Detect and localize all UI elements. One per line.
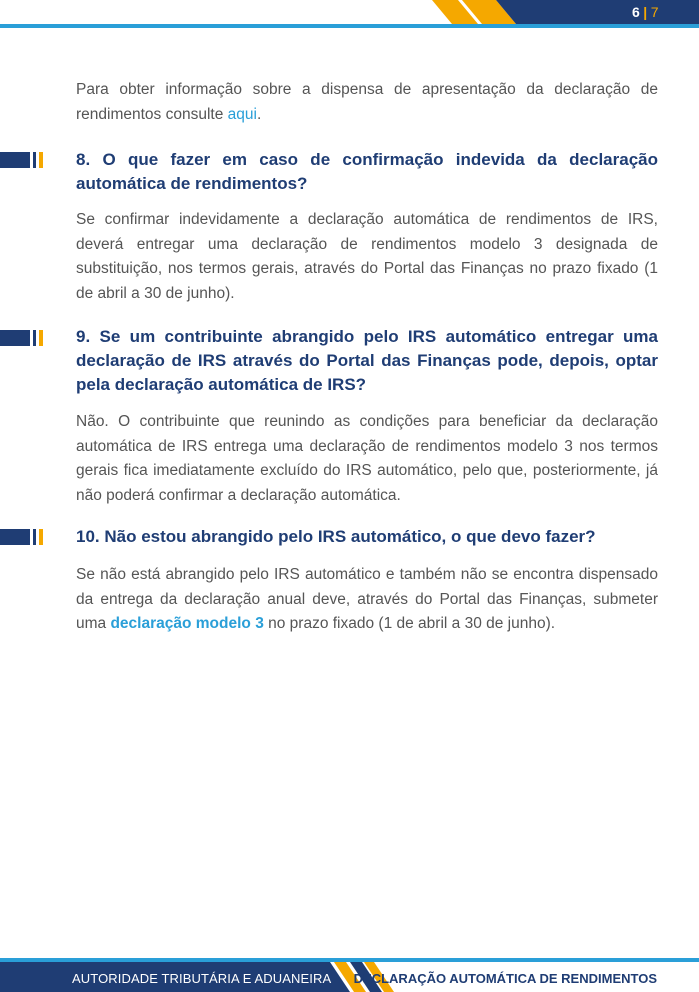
question-marker-9	[0, 330, 60, 346]
question-9-answer: Não. O contribuinte que reunindo as condições para beneficiar da declaração automática de IRS entrega uma declaração de rendimentos modelo 3 nos termos gerais fica imediatamente excluído do IRS automático, pelo que, posteriormente, já não poderá confirmar a declaração automática.	[76, 413, 658, 504]
intro-text: Para obter informação sobre a dispensa de apresentação da declaração de rendimentos consulte	[76, 81, 658, 123]
question-marker-10	[0, 529, 60, 545]
page-header	[0, 0, 699, 30]
question-10-title: 10. Não estou abrangido pelo IRS automático, o que devo fazer?	[76, 527, 596, 546]
aqui-link[interactable]: aqui	[227, 105, 257, 123]
question-10-answer	[76, 563, 658, 637]
question-8-title: 8. O que fazer em caso de confirmação indevida da declaração automática de rendimentos?	[76, 150, 658, 193]
declaracao-modelo-3-link[interactable]: declaração modelo 3	[110, 615, 264, 632]
page-number	[632, 4, 659, 20]
question-10-answer-tail: no prazo fixado (1 de abril a 30 de junho).	[263, 615, 556, 632]
question-marker-8	[0, 152, 60, 168]
header-rule	[0, 24, 699, 28]
page-separator: |	[643, 4, 648, 20]
question-10-answer-text: Se não está abrangido pelo IRS automático e também não se encontra dispensado da entrega da declaração anual deve, através do Portal das Finanças, submeter uma	[76, 566, 658, 632]
page-current: 6	[631, 4, 641, 20]
footer-org-name: AUTORIDADE TRIBUTÁRIA E ADUANEIRA	[72, 971, 332, 986]
intro-paragraph	[76, 78, 658, 127]
footer-doc-title: DECLARAÇÃO AUTOMÁTICA DE RENDIMENTOS	[353, 971, 657, 986]
page-total: 7	[650, 4, 659, 20]
intro-period: .	[256, 105, 262, 123]
question-9-title: 9. Se um contribuinte abrangido pelo IRS automático entregar uma declaração de IRS através do Portal das Finanças pode, depois, optar pela declaração automática de IRS?	[76, 327, 658, 394]
question-8-answer: Se confirmar indevidamente a declaração automática de rendimentos de IRS, deverá entregar uma declaração de rendimentos modelo 3 designada de substituição, nos termos gerais, através do Portal das Finanças no prazo fixado (1 de abril a 30 de junho).	[76, 211, 658, 302]
